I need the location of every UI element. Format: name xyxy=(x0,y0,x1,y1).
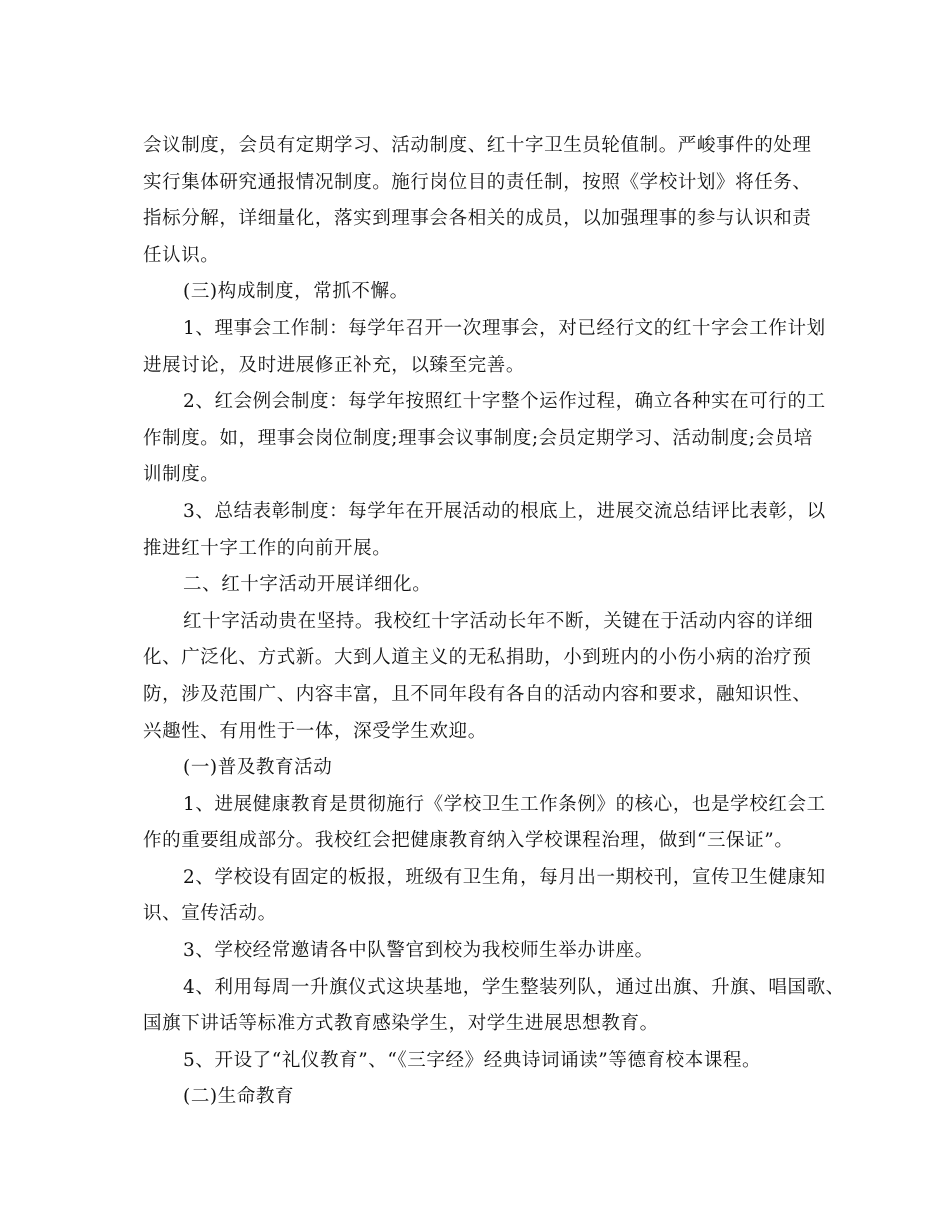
text-line: 指标分解，详细量化，落实到理事会各相关的成员，以加强理事的参与认识和责 xyxy=(143,208,812,230)
text-line: 推进红十字工作的向前开展。 xyxy=(143,537,392,559)
text-line: 4、利用每周一升旗仪式这块基地，学生整装列队，通过出旗、升旗、唱国歌、 xyxy=(183,976,845,998)
text-line: 任认识。 xyxy=(143,244,220,266)
text-line: 1、理事会工作制：每学年召开一次理事会，对已经行文的红十字会工作计划 xyxy=(183,317,826,339)
text-line: 5、开设了“礼仪教育”、“《三字经》经典诗词诵读”等德育校本课程。 xyxy=(183,1049,762,1071)
text-line: 兴趣性、有用性于一体，深受学生欢迎。 xyxy=(143,720,487,742)
section-heading: 二、红十字活动开展详细化。 xyxy=(183,574,432,596)
section-heading: (一)普及教育活动 xyxy=(183,757,333,779)
text-line: 作制度。如，理事会岗位制度;理事会议事制度;会员定期学习、活动制度;会员培 xyxy=(143,427,813,449)
text-line: 训制度。 xyxy=(143,464,220,486)
text-line: 3、学校经常邀请各中队警官到校为我校师生举办讲座。 xyxy=(183,940,654,962)
text-line: 防，涉及范围广、内容丰富，且不同年段有各自的活动内容和要求，融知识性、 xyxy=(143,683,812,705)
text-line: 2、红会例会制度：每学年按照红十字整个运作过程，确立各种实在可行的工 xyxy=(183,391,826,413)
text-line: 化、广泛化、方式新。大到人道主义的无私捐助，小到班内的小伤小病的治疗预 xyxy=(143,647,812,669)
text-line: 1、进展健康教育是贯彻施行《学校卫生工作条例》的核心，也是学校红会工 xyxy=(183,793,826,815)
text-line: 红十字活动贵在坚持。我校红十字活动长年不断，关键在于活动内容的详细 xyxy=(183,610,814,632)
text-line: 会议制度，会员有定期学习、活动制度、红十字卫生员轮值制。严峻事件的处理 xyxy=(143,135,812,156)
section-heading: (三)构成制度，常抓不懈。 xyxy=(183,281,409,303)
text-line: 国旗下讲话等标准方式教育感染学生，对学生进展思想教育。 xyxy=(143,1013,659,1035)
text-line: 进展讨论，及时进展修正补充，以臻至完善。 xyxy=(143,354,526,376)
section-heading: (二)生命教育 xyxy=(183,1086,295,1108)
text-line: 2、学校设有固定的板报，班级有卫生角，每月出一期校刊，宣传卫生健康知 xyxy=(183,866,826,888)
text-line: 作的重要组成部分。我校红会把健康教育纳入学校课程治理，做到“三保证”。 xyxy=(143,830,794,852)
document-body xyxy=(143,128,845,1116)
text-line: 识、宣传活动。 xyxy=(143,903,277,925)
text-line: 3、总结表彰制度：每学年在开展活动的根底上，进展交流总结评比表彰，以 xyxy=(183,500,826,522)
text-line: 实行集体研究通报情况制度。施行岗位目的责任制，按照《学校计划》将任务、 xyxy=(143,171,812,193)
